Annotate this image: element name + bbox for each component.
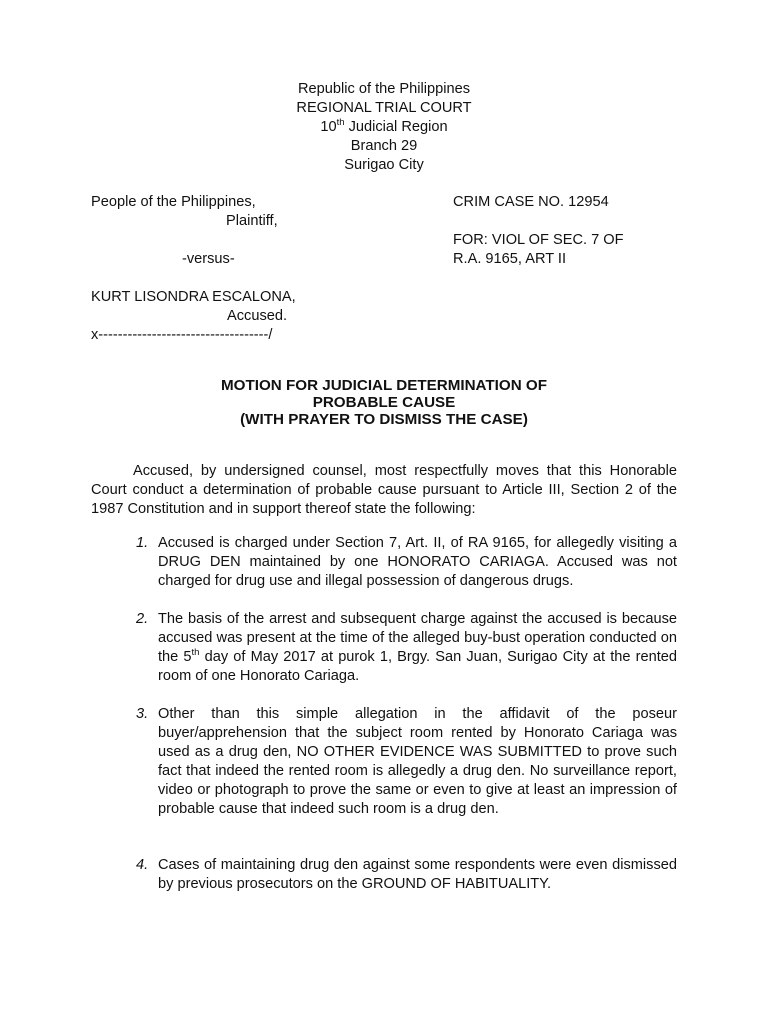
item-number: 2. [136,611,149,627]
branch-line: Branch 29 [350,138,418,154]
item-number: 4. [136,857,149,873]
title-line-1: MOTION FOR JUDICIAL DETERMINATION OF [221,377,547,394]
title-line-3: (WITH PRAYER TO DISMISS THE CASE) [240,411,528,428]
charge-line-1: FOR: VIOL OF SEC. 7 OF [453,232,624,248]
charge-line-2: R.A. 9165, ART II [453,251,567,267]
item-text: Other than this simple allegation in the affidavit of the poseur buyer/apprehension that the subject room rented by Honorato Cariaga was used as a drug den, NO OTHER EVIDENCE WAS SUBMITTED to prove such fact that indeed the rented room is allegedly a drug den. No surveillance report, video or photograph to prove the same or even to give at least an impression of probable cause that indeed such room is a drug den. [158,706,677,817]
accused-name: KURT LISONDRA ESCALONA, [91,289,296,305]
intro-paragraph: Accused, by undersigned counsel, most respectfully moves that this Honorable Court conduct a determination of probable cause pursuant to Article III, Section 2 of the 1987 Constitution and in support thereof state the following: [91,463,677,517]
item-number: 3. [136,706,149,722]
title-line-2: PROBABLE CAUSE [312,394,456,411]
plaintiff-role: Plaintiff, [226,213,278,229]
versus-label: -versus- [182,251,235,267]
city-line: Surigao City [344,157,424,173]
item-number: 1. [136,535,149,551]
republic-line: Republic of the Philippines [298,81,470,97]
court-name: REGIONAL TRIAL COURT [296,100,472,116]
plaintiff-name: People of the Philippines, [91,194,256,210]
item-text: The basis of the arrest and subsequent charge against the accused is because accused was present at the time of the alleged buy-bust operation conducted on the 5th day of May 2017 at purok 1, Brgy. San Juan, Surigao City at the rented room of one Honorato Cariaga. [158,611,677,684]
item-text: Accused is charged under Section 7, Art. II, of RA 9165, for allegedly visiting a DRUG DEN maintained by one HONORATO CARIAGA. Accused was not charged for drug use and illegal possession of dangerous drugs. [158,535,677,589]
item-text: Cases of maintaining drug den against some respondents were even dismissed by previous prosecutors on the GROUND OF HABITUALITY. [158,857,677,892]
court-header [0,80,768,175]
judicial-region: 10th Judicial Region [320,117,448,135]
accused-role: Accused. [227,308,288,324]
case-number: CRIM CASE NO. 12954 [453,194,609,210]
caption-closing-line: x-----------------------------------/ [91,327,273,343]
motion-title [0,377,768,428]
